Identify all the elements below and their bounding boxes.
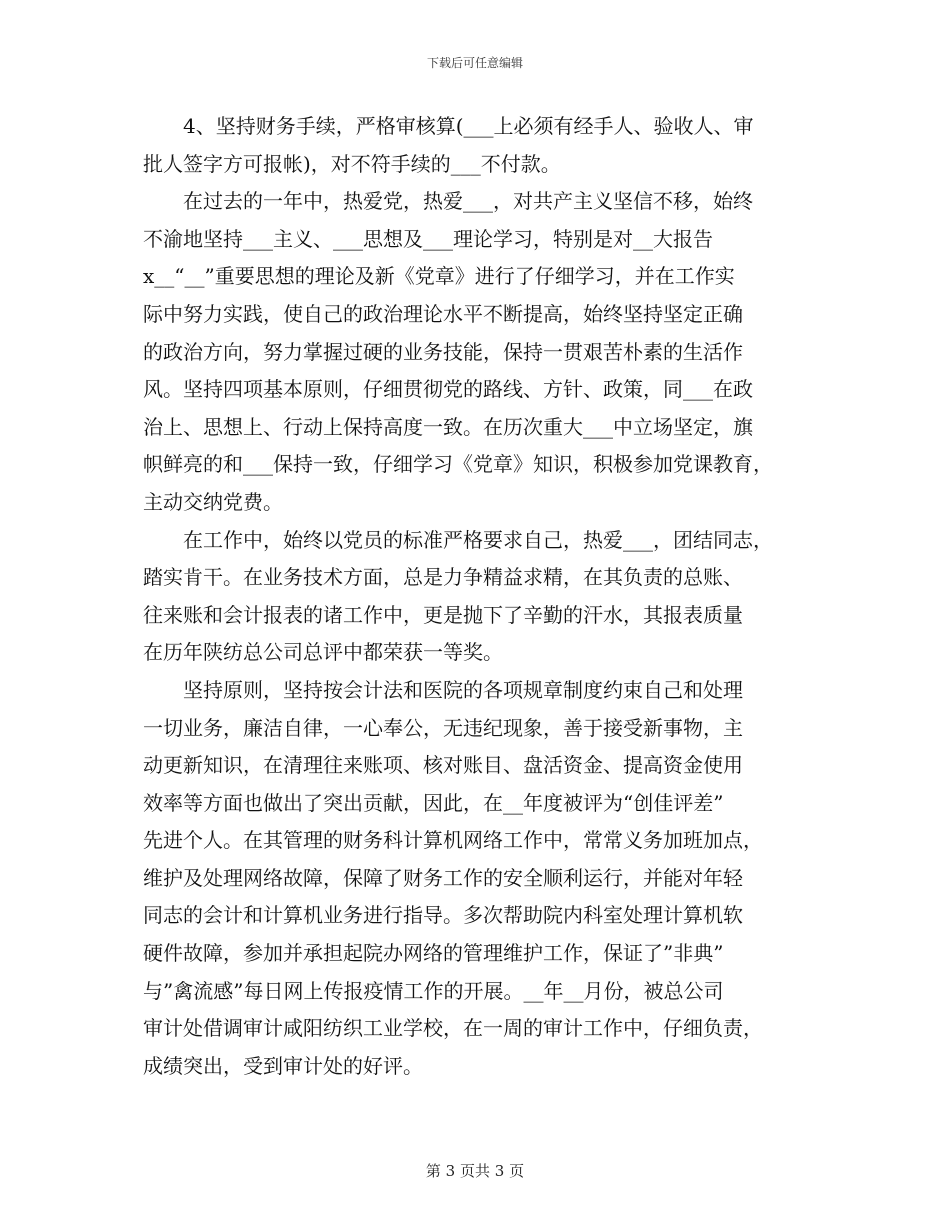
text-line: 动更新知识，在清理往来账项、核对账目、盘活资金、提高资金使用 [143,753,743,778]
document-body [143,108,843,1085]
text-line: 不渝地坚持___主义、___思想及___理论学习，特别是对__大报告 [143,226,713,251]
text-line: 的政治方向，努力掌握过硬的业务技能，保持一贯艰苦朴素的生活作 [143,339,743,364]
text-line: 效率等方面也做出了突出贡献，因此，在__年度被评为“创佳评差” [143,790,724,815]
text-line: 审计处借调审计咸阳纺织工业学校，在一周的审计工作中，仔细负责， [143,1016,763,1041]
text-line: 维护及处理网络故障，保障了财务工作的安全顺利运行，并能对年轻 [143,865,743,890]
text-line: 批人签字方可报帐)，对不符手续的___不付款。 [143,151,561,176]
text-line: 先进个人。在其管理的财务科计算机网络工作中，常常义务加班加点， [143,828,763,853]
text-line: 治上、思想上、行动上保持高度一致。在历次重大___中立场坚定，旗 [143,414,753,439]
text-line: 帜鲜亮的和___保持一致，仔细学习《党章》知识，积极参加党课教育， [143,452,773,477]
text-line: 踏实肯干。在业务技术方面，总是力争精益求精，在其负责的总账、 [143,565,743,590]
text-line: x__“__”重要思想的理论及新《党章》进行了仔细学习，并在工作实 [143,264,735,289]
text-line: 主动交纳党费。 [143,489,283,514]
text-line: 坚持原则，坚持按会计法和医院的各项规章制度约束自己和处理 [183,677,743,702]
paragraph [143,183,843,521]
text-line: 在过去的一年中，热爱党，热爱___，对共产主义坚信不移，始终 [183,189,753,214]
text-line: 一切业务，廉洁自律，一心奉公，无违纪现象，善于接受新事物，主 [143,715,743,740]
paragraph [143,672,843,1086]
text-line: 成绩突出，受到审计处的好评。 [143,1053,423,1078]
text-line: 与”禽流感”每日网上传报疫情工作的开展。__年__月份，被总公司 [143,978,724,1003]
text-line: 往来账和会计报表的诸工作中，更是抛下了辛勤的汗水，其报表质量 [143,602,743,627]
text-line: 在历年陕纺总公司总评中都荣获一等奖。 [143,640,503,665]
page-header: 下载后可任意编辑 [426,56,523,70]
page-footer: 第 3 页共 3 页 [425,1162,525,1180]
paragraph [143,108,843,183]
text-line: 风。坚持四项基本原则，仔细贯彻党的路线、方针、政策，同___在政 [143,377,753,402]
text-line: 硬件故障，参加并承担起院办网络的管理维护工作，保证了”非典” [143,941,724,966]
text-line: 同志的会计和计算机业务进行指导。多次帮助院内科室处理计算机软 [143,903,743,928]
text-line: 在工作中，始终以党员的标准严格要求自己，热爱___，团结同志， [183,527,773,552]
text-line: 4、坚持财务手续，严格审核算(___上必须有经手人、验收人、审 [183,114,754,138]
paragraph [143,522,843,672]
text-line: 际中努力实践，使自己的政治理论水平不断提高，始终坚持坚定正确 [143,301,743,326]
